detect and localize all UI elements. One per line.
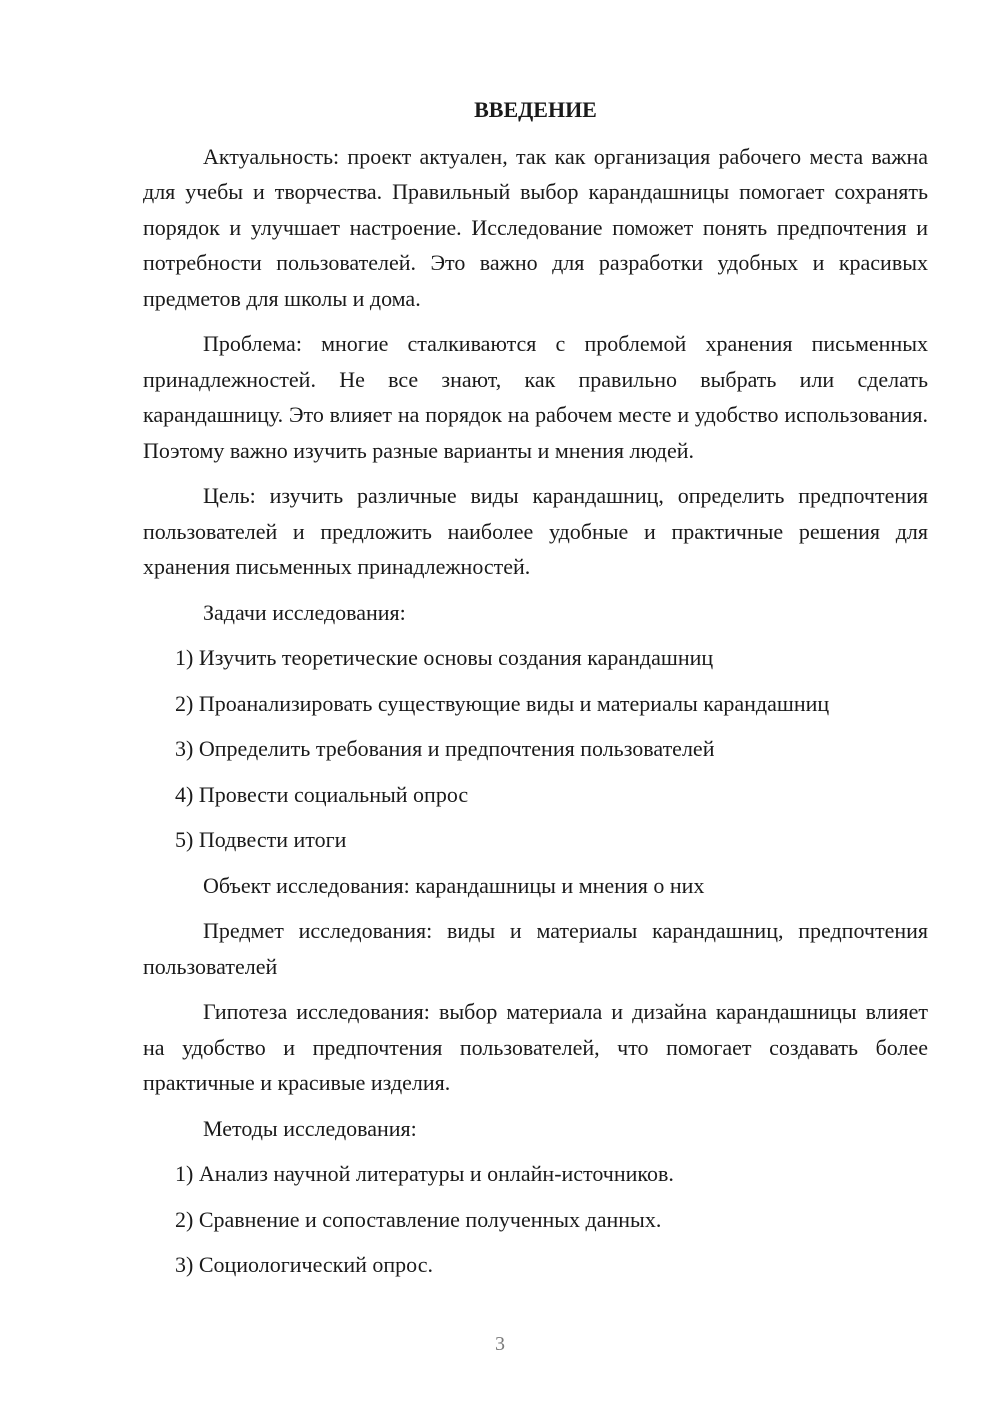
list-item: 5) Подвести итоги	[175, 827, 347, 852]
list-item: 4) Провести социальный опрос	[175, 781, 469, 807]
relevance-paragraph: Актуальность: проект актуален, так как организация рабочего места важна для учебы и творчества. Правильный выбор карандашницы помогает сохранять порядок и улучшает настроение. Исследование поможет понять предпочтения и потребности пользователей. Это важно для разработки удобных и красивых предметов для школы и дома.	[143, 143, 928, 311]
page-number: 3	[495, 1333, 505, 1355]
list-item: 3) Социологический опрос.	[175, 1252, 433, 1277]
list-item: 1) Анализ научной литературы и онлайн-источников.	[175, 1161, 674, 1186]
document-page	[143, 92, 928, 1293]
methods-list	[143, 1156, 928, 1283]
tasks-list	[143, 640, 928, 858]
subject-paragraph: Предмет исследования: виды и материалы карандашниц, предпочтения пользователей	[143, 918, 928, 979]
list-item: 1) Изучить теоретические основы создания карандашниц	[175, 645, 714, 670]
goal-paragraph: Цель: изучить различные виды карандашниц, определить предпочтения пользователей и предложить наиболее удобные и практичные решения для хранения письменных принадлежностей.	[143, 483, 928, 579]
problem-paragraph: Проблема: многие сталкиваются с проблемой хранения письменных принадлежностей. Не все знают, как правильно выбрать или сделать карандашницу. Это влияет на порядок на рабочем месте и удобство использования. Поэтому важно изучить разные варианты и мнения людей.	[143, 331, 928, 463]
tasks-label: Задачи исследования:	[203, 599, 406, 625]
list-item: 2) Проанализировать существующие виды и материалы карандашниц	[175, 690, 830, 716]
hypothesis-paragraph: Гипотеза исследования: выбор материала и дизайна карандашницы влияет на удобство и предпочтения пользователей, что помогает создавать более практичные и красивые изделия.	[143, 999, 928, 1095]
list-item: 2) Сравнение и сопоставление полученных данных.	[175, 1206, 662, 1232]
object-paragraph: Объект исследования: карандашницы и мнения о них	[203, 872, 705, 898]
methods-label: Методы исследования:	[203, 1115, 417, 1141]
section-heading: ВВЕДЕНИЕ	[474, 97, 597, 122]
list-item: 3) Определить требования и предпочтения пользователей	[175, 736, 715, 761]
